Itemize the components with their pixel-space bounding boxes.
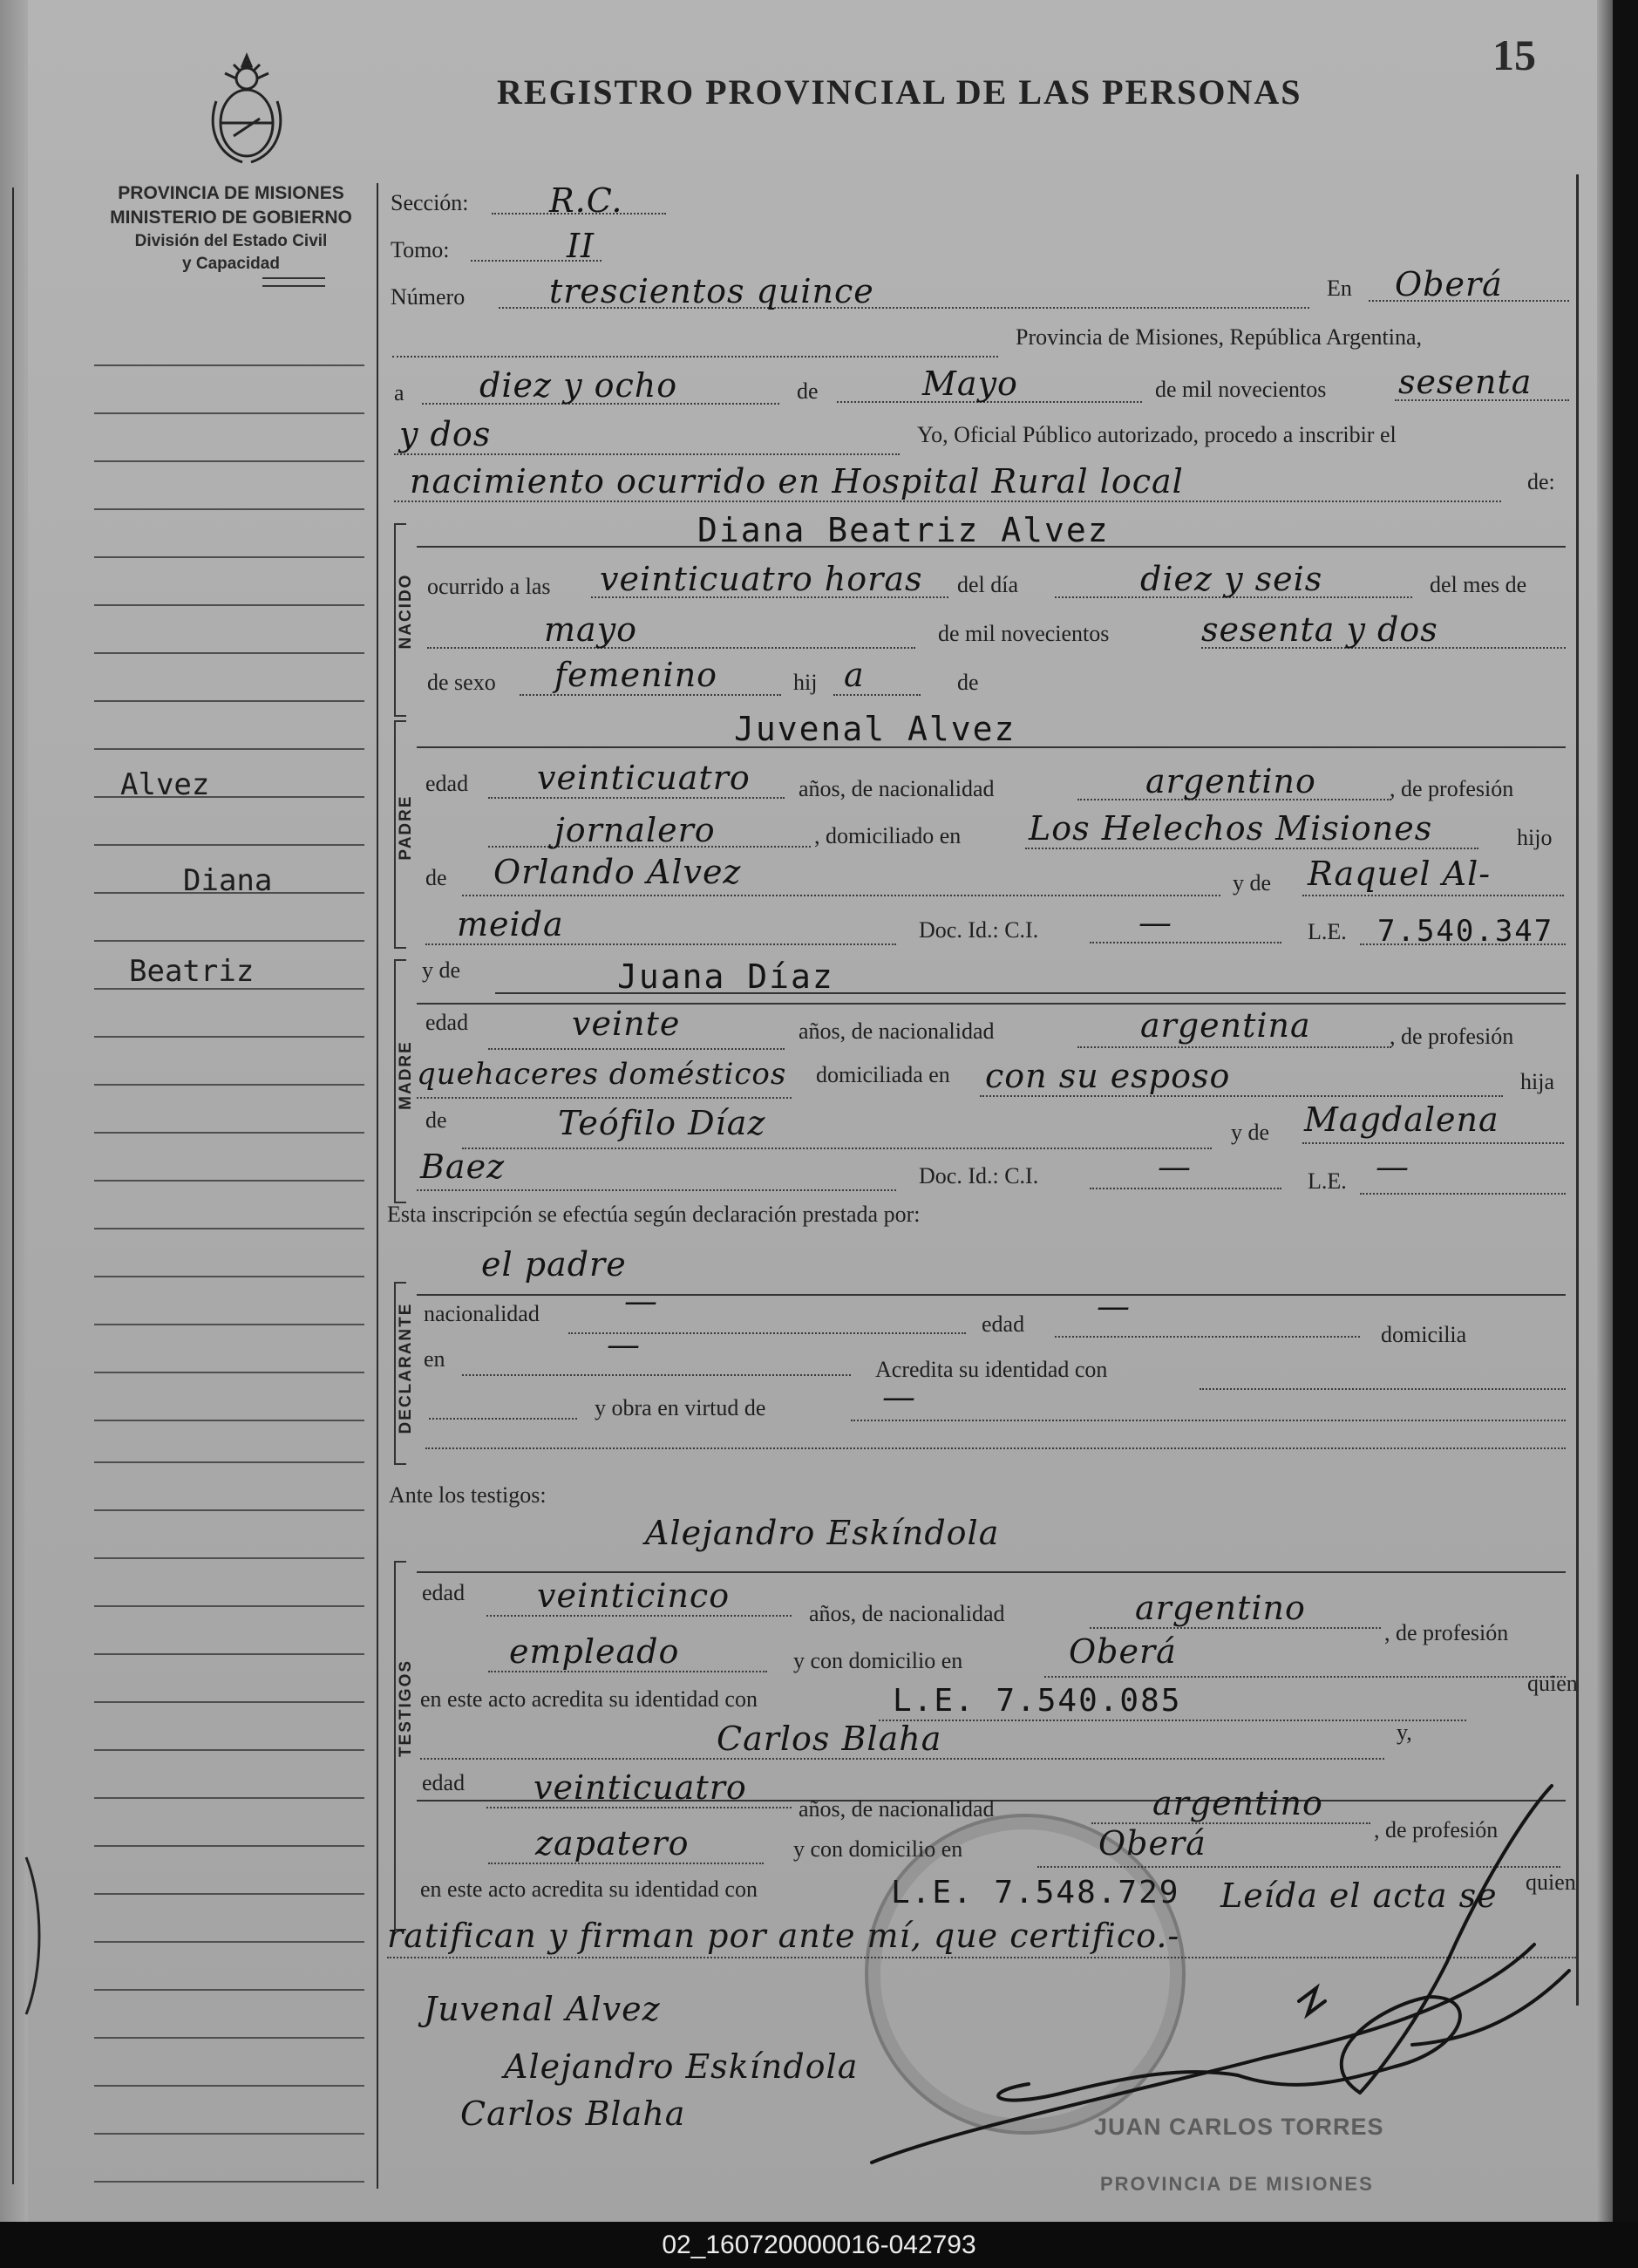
binding-line — [12, 187, 14, 2184]
mes-value: Mayo — [922, 364, 1018, 403]
testigo1-name: Alejandro Eskíndola — [645, 1514, 1000, 1552]
madre-ci-line — [1090, 1188, 1281, 1189]
oficial-text: Yo, Oficial Público autorizado, procedo a inscribir el — [917, 422, 1397, 447]
del-dia-label: del día — [957, 572, 1019, 597]
madre-section-label: MADRE — [397, 1040, 415, 1110]
closing-line-2: ratifican y firman por ante mí, que certifico.- — [387, 1917, 1180, 1955]
stamp-official-name: JUAN CARLOS TORRES — [1094, 2114, 1384, 2140]
declarante-intro: Esta inscripción se efectúa según declaración prestada por: — [387, 1202, 921, 1227]
padre-padre-line — [462, 895, 1220, 896]
madre-prof-value: quehaceres domésticos — [417, 1057, 787, 1092]
t2-name-line — [420, 1758, 1384, 1760]
margin-second-name: Beatriz — [129, 954, 255, 989]
declarante-acredita-label: Acredita su identidad con — [875, 1357, 1108, 1382]
page-title: REGISTRO PROVINCIAL DE LAS PERSONAS — [497, 72, 1302, 112]
declarante-nac-label: nacionalidad — [424, 1301, 540, 1326]
issuer-province: PROVINCIA DE MISIONES — [118, 183, 344, 203]
madre-yde2-label: y de — [1231, 1120, 1270, 1145]
sexo-line — [520, 694, 781, 696]
madre-le-label: L.E. — [1308, 1168, 1347, 1194]
t2-prof-label: , de profesión — [1374, 1817, 1499, 1842]
t1-acredita-label: en este acto acredita su identidad con — [420, 1686, 758, 1712]
hij-label: hij — [793, 670, 818, 695]
testigo2-name: Carlos Blaha — [717, 1720, 942, 1758]
t1-doc-line — [879, 1720, 1466, 1721]
a-label: a — [394, 380, 404, 405]
issuer-block — [92, 181, 370, 287]
madre-edad-line — [488, 1048, 785, 1050]
anio-line-2 — [394, 453, 900, 455]
madre-prof-line — [417, 1097, 792, 1099]
madre-yde-label: y de — [422, 957, 461, 983]
tomo-value: II — [567, 227, 595, 265]
declarante-dom-label: domicilia — [1381, 1322, 1467, 1347]
sexo-value: femenino — [554, 656, 718, 694]
stamp-province: PROVINCIA DE MISIONES — [1100, 2173, 1374, 2195]
nacimiento-line — [394, 501, 1501, 502]
padre-madre-line — [1302, 895, 1564, 896]
nacido-de-label: de — [957, 670, 979, 695]
declarante-virtud-value: — — [882, 1378, 916, 1416]
padre-edad-label: edad — [425, 771, 469, 796]
mes-nac-line — [427, 647, 915, 649]
anio-label: de mil novecientos — [1155, 377, 1327, 402]
padre-madre-value-1: Raquel Al- — [1308, 855, 1492, 893]
numero-label: Número — [391, 284, 466, 310]
declarante-virtud-label: y obra en virtud de — [595, 1395, 766, 1420]
padre-padre-value: Orlando Alvez — [493, 853, 742, 891]
padre-dom-line — [1025, 848, 1478, 849]
padre-prof-value: jornalero — [554, 811, 716, 849]
en-value: Oberá — [1395, 265, 1503, 303]
padre-nac-value: argentino — [1145, 762, 1316, 800]
de-colon-label: de: — [1527, 469, 1555, 494]
mes-nac-value: mayo — [544, 610, 638, 649]
t2-nac-value: argentino — [1152, 1784, 1323, 1822]
padre-le-label: L.E. — [1308, 919, 1347, 944]
t2-prof-line — [488, 1863, 764, 1864]
madre-nac-label: años, de nacionalidad — [799, 1018, 995, 1044]
anio-nac-label: de mil novecientos — [938, 621, 1110, 646]
padre-ci-line — [1090, 942, 1281, 943]
t2-doc-value: L.E. 7.548.729 — [891, 1875, 1180, 1910]
t1-dom-value: Oberá — [1069, 1632, 1177, 1671]
t1-prof-label: , de profesión — [1384, 1620, 1509, 1645]
declarante-en-value: — — [607, 1325, 641, 1364]
anio-nac-value: sesenta y dos — [1201, 610, 1438, 649]
nacimiento-value: nacimiento ocurrido en Hospital Rural local — [410, 462, 1184, 501]
padre-le-value: 7.540.347 — [1377, 914, 1554, 949]
declarante-section-label: DECLARANTE — [397, 1302, 415, 1434]
anio-value-1: sesenta — [1398, 363, 1533, 401]
madre-padre-line — [462, 1148, 1212, 1149]
madre-nac-line — [1077, 1046, 1391, 1048]
ocurrido-label: ocurrido a las — [427, 574, 551, 599]
issuer-division: División del Estado Civil — [134, 232, 328, 250]
madre-madre-line-2 — [417, 1189, 896, 1191]
padre-madre-value-2: meida — [457, 905, 564, 943]
coat-of-arms-icon — [199, 49, 295, 169]
madre-edad-value: veinte — [572, 1005, 681, 1043]
declarante-nac-value: — — [624, 1282, 658, 1320]
padre-yde-label: y de — [1233, 870, 1272, 896]
seccion-label: Sección: — [391, 190, 469, 215]
t2-quien-label: quien — [1526, 1870, 1576, 1895]
t2-prof-value: zapatero — [535, 1824, 690, 1863]
padre-dom-label: , domiciliado en — [814, 823, 962, 848]
t1-nac-label: años, de nacionalidad — [809, 1601, 1005, 1626]
padre-de-label: de — [425, 865, 447, 890]
t1-edad-value: veinticinco — [537, 1577, 731, 1615]
de-label: de — [797, 378, 819, 404]
t1-prof-line — [488, 1671, 767, 1672]
margin-surname: Alvez — [120, 767, 210, 802]
signature-2: Alejandro Eskíndola — [504, 2047, 859, 2086]
declarante-edad-label: edad — [982, 1311, 1025, 1337]
padre-madre-line-2 — [425, 943, 896, 945]
padre-doc-label: Doc. Id.: C.I. — [919, 917, 1039, 943]
anio-value-2: y dos — [399, 415, 492, 453]
padre-hijo-label: hijo — [1517, 825, 1553, 850]
padre-dom-value: Los Helechos Misiones — [1029, 809, 1433, 848]
page-number: 15 — [1492, 31, 1536, 79]
t2-edad-line — [486, 1807, 792, 1808]
padre-prof-label: , de profesión — [1390, 776, 1514, 801]
binding-edge — [0, 0, 28, 2222]
closing-line-1: Leída el acta se — [1220, 1876, 1498, 1915]
madre-prof-label: , de profesión — [1390, 1024, 1514, 1049]
t2-acredita-label: en este acto acredita su identidad con — [420, 1876, 758, 1902]
declarante-edad-value: — — [1097, 1287, 1131, 1325]
declarante-top-rule — [417, 1294, 1566, 1296]
madre-le-value: — — [1376, 1148, 1410, 1186]
dia-nac-value: diez y seis — [1140, 560, 1323, 598]
padre-nac-label: años, de nacionalidad — [799, 776, 995, 801]
testigos-top-rule — [417, 1571, 1566, 1573]
madre-dom-value: con su esposo — [985, 1057, 1231, 1095]
en-label: En — [1327, 276, 1352, 301]
t1-doc-value: L.E. 7.540.085 — [893, 1683, 1182, 1719]
declarante-en-line — [462, 1374, 851, 1376]
madre-le-line — [1360, 1193, 1566, 1195]
t1-dom-label: y con domicilio en — [793, 1648, 963, 1673]
hij-value: a — [844, 656, 865, 694]
declarante-name-value: el padre — [481, 1245, 627, 1284]
provincia-text: Provincia de Misiones, República Argentina, — [1016, 324, 1422, 350]
padre-ci-value: — — [1138, 903, 1172, 942]
hora-value: veinticuatro horas — [600, 560, 923, 598]
madre-de-label: de — [425, 1107, 447, 1133]
seccion-value: R.C. — [549, 181, 623, 220]
dia-value: diez y ocho — [479, 366, 678, 405]
signature-3: Carlos Blaha — [460, 2094, 686, 2133]
nacido-section-label: NACIDO — [397, 573, 415, 650]
right-border — [1576, 174, 1579, 2006]
t1-edad-label: edad — [422, 1580, 466, 1605]
column-divider — [377, 183, 378, 2189]
t2-nac-label: años, de nacionalidad — [799, 1796, 995, 1822]
y-label: y, — [1397, 1720, 1412, 1745]
issuer-ministry: MINISTERIO DE GOBIERNO — [110, 208, 352, 228]
t1-nac-line — [1090, 1627, 1381, 1629]
signature-1: Juvenal Alvez — [424, 1990, 661, 2028]
t1-quien-label: quien — [1527, 1671, 1578, 1696]
t1-prof-value: empleado — [509, 1632, 680, 1671]
t2-edad-value: veinticuatro — [534, 1768, 747, 1807]
tomo-label: Tomo: — [391, 237, 450, 262]
declarante-edad-line — [1055, 1336, 1360, 1338]
hij-line — [833, 694, 921, 696]
margin-first-name: Diana — [183, 863, 273, 898]
madre-madre-value-2: Baez — [420, 1148, 506, 1186]
madre-padre-value: Teófilo Díaz — [558, 1104, 766, 1142]
madre-hija-label: hija — [1520, 1069, 1554, 1094]
declarante-acredita-line — [1200, 1388, 1566, 1390]
padre-edad-line — [488, 797, 785, 799]
blank-line — [392, 356, 998, 358]
madre-dom-label: domiciliada en — [816, 1062, 950, 1087]
madre-nac-value: argentina — [1140, 1006, 1311, 1045]
del-mes-label: del mes de — [1430, 572, 1527, 597]
t1-nac-value: argentino — [1135, 1589, 1306, 1627]
madre-ci-value: — — [1158, 1148, 1192, 1186]
nacido-name-value: Diana Beatriz Alvez — [697, 511, 1110, 549]
t1-edad-line — [486, 1615, 792, 1617]
padre-edad-value: veinticuatro — [537, 759, 751, 797]
testigos-section-label: TESTIGOS — [397, 1658, 415, 1758]
t2-edad-label: edad — [422, 1770, 466, 1795]
madre-madre-value-1: Magdalena — [1304, 1100, 1499, 1139]
page-edge — [1597, 0, 1613, 2222]
t2-dom-label: y con domicilio en — [793, 1836, 963, 1862]
madre-dom-line — [980, 1095, 1503, 1097]
scan-id-footer: 02_160720000016-042793 — [0, 2222, 1638, 2268]
declarante-virtud-line — [851, 1420, 1566, 1421]
madre-madre-line — [1302, 1142, 1564, 1144]
issuer-capacity: y Capacidad — [182, 255, 280, 273]
declarante-line-4 — [425, 1447, 1566, 1449]
madre-name-value: Juana Díaz — [617, 957, 834, 996]
issuer-underline — [262, 277, 325, 287]
declarante-line-3 — [429, 1418, 577, 1420]
testigos-intro: Ante los testigos: — [389, 1482, 547, 1508]
numero-value: trescientos quince — [549, 272, 874, 310]
t1-dom-line — [1044, 1676, 1566, 1678]
padre-section-label: PADRE — [397, 794, 415, 861]
official-seal — [865, 1814, 1186, 2135]
madre-doc-label: Doc. Id.: C.I. — [919, 1163, 1039, 1188]
madre-edad-label: edad — [425, 1010, 469, 1035]
declarante-en-label: en — [424, 1346, 445, 1372]
padre-name-value: Juvenal Alvez — [734, 710, 1016, 748]
sexo-label: de sexo — [427, 670, 496, 695]
t2-dom-value: Oberá — [1098, 1824, 1206, 1863]
